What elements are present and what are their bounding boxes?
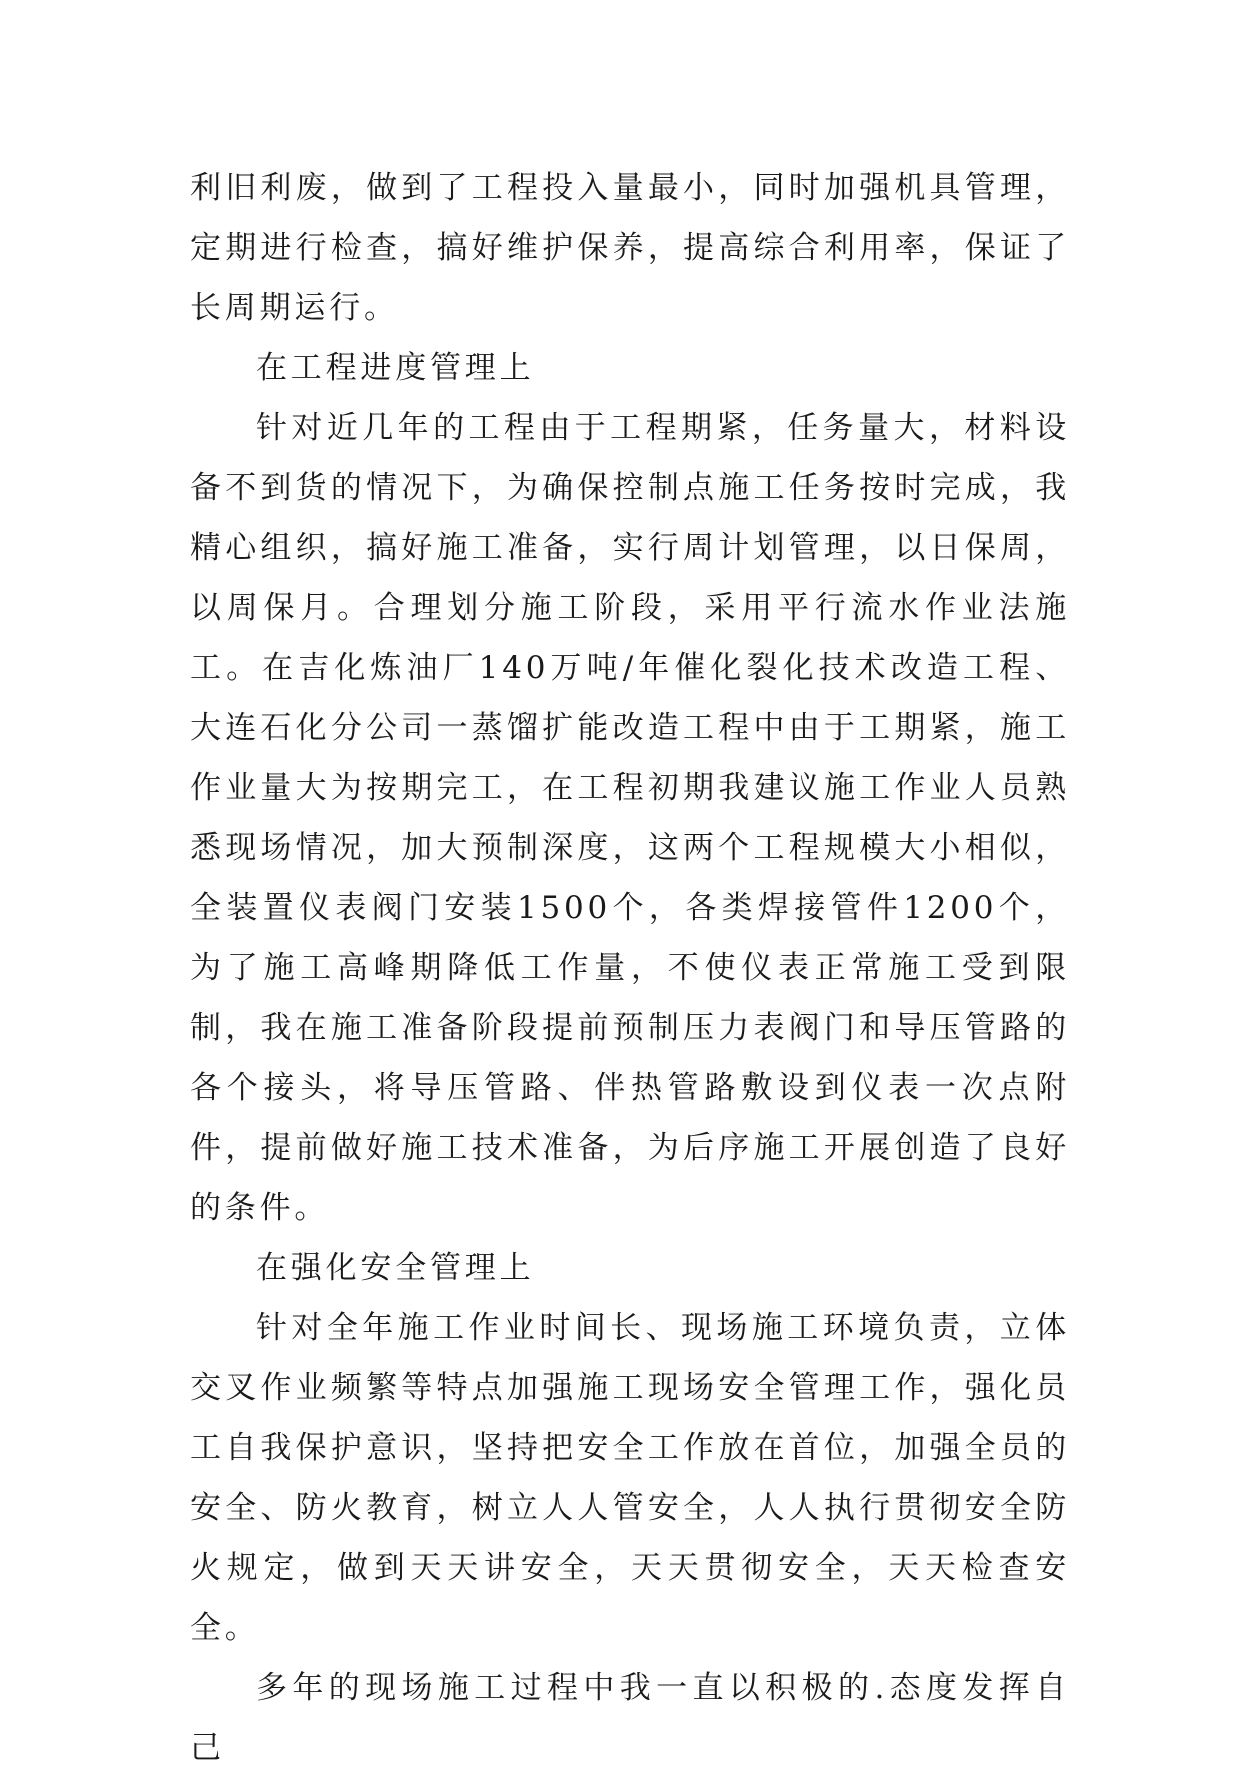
section-heading-safety: 在强化安全管理上 [256, 1250, 535, 1286]
body-paragraph: 针对近几年的工程由于工程期紧，任务量大，材料设备不到货的情况下，为确保控制点施工任务按时完成，我精心组织，搞好施工准备，实行周计划管理，以日保周，以周保月。合理划分施工阶段，采用平行流水作业法施工。在吉化炼油厂140万吨/年催化裂化技术改造工程、大连石化分公司一蒸馏扩能改造工程中由于工期紧，施工作业量大为按期完工，在工程初期我建议施工作业人员熟悉现场情况，加大预制深度，这两个工程规模大小相似，全装置仪表阀门安装1500个，各类焊接管件1200个，为了施工高峰期降低工作量，不使仪表正常施工受到限制，我在施工准备阶段提前预制压力表阀门和导压管路的各个接头，将导压管路、伴热管路敷设到仪表一次点附件，提前做好施工技术准备，为后序施工开展创造了良好的条件。 [190, 410, 1070, 1226]
body-paragraph: 多年的现场施工过程中我一直以积极的.态度发挥自己 [190, 1670, 1070, 1766]
body-paragraph: 针对全年施工作业时间长、现场施工环境负责，立体交叉作业频繁等特点加强施工现场安全管理工作，强化员工自我保护意识，坚持把安全工作放在首位，加强全员的安全、防火教育，树立人人管安全，人人执行贯彻安全防火规定，做到天天讲安全，天天贯彻安全，天天检查安全。 [190, 1310, 1070, 1646]
section-heading-progress: 在工程进度管理上 [256, 350, 535, 386]
body-paragraph: 利旧利废，做到了工程投入量最小，同时加强机具管理，定期进行检查，搞好维护保养，提高综合利用率，保证了长周期运行。 [190, 170, 1070, 326]
document-body [190, 158, 1070, 1778]
